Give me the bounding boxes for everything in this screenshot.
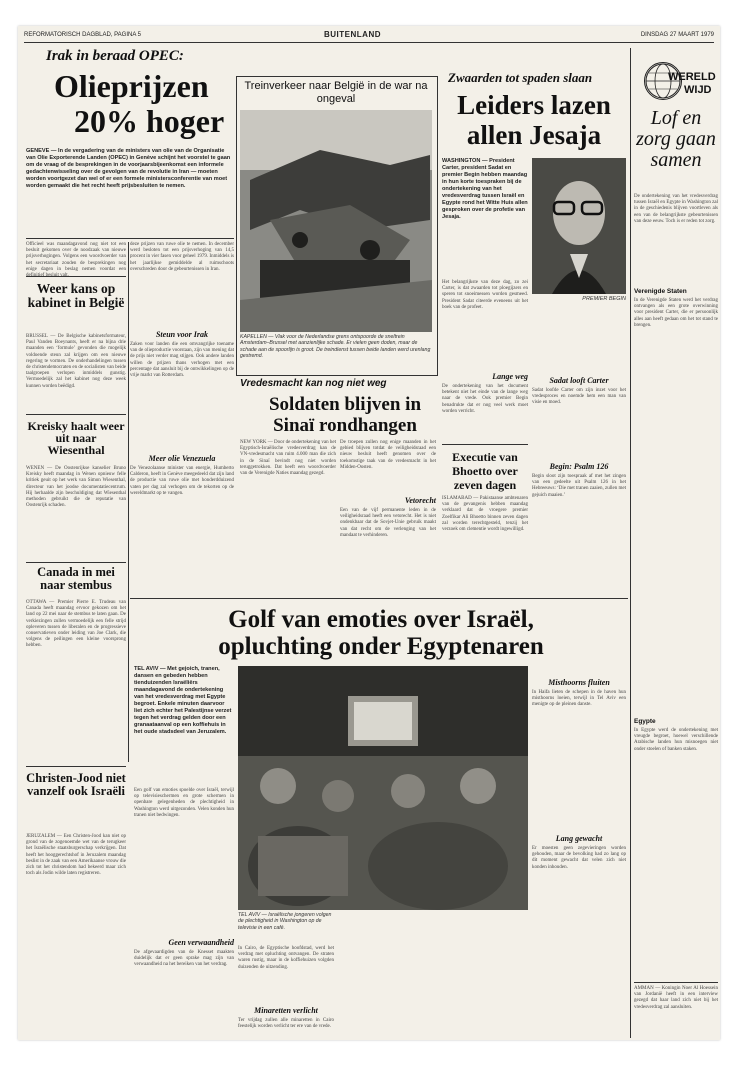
sinai-body-1: NEW YORK — Door de ondertekening van het Egyptisch-Israëlische vredesverdrag kan de VN-vredesmacht van ruim 4.000 man die zich in de Sinaï bevindt nog niet worden teruggetrokken. Dat heeft een woordvoerder van de Verenigde Naties maandag gezegd.	[240, 440, 336, 477]
jesaja-kicker: Zwaarden tot spaden slaan	[448, 70, 593, 85]
sinai-body-3: Een van de vijf permanente leden in de veiligheidsraad heeft een vetorecht. Het is niet ondenkbaar dat de Sovjet-Unie gebruik maakt van dat recht om de verlenging van het mandaat te verhinderen.	[340, 508, 436, 538]
sidebar-lead: De ondertekening van het vredesverdrag tussen Israël en Egypte in Washington zal in de geschiedenis blijven voortleven als een van de belangrijkste gebeurtenissen van deze eeuw. Toch is er reden tot zorg.	[634, 194, 718, 224]
canada-headline: Canada in mei naar stembus	[37, 565, 115, 592]
jesaja-headline: Leiders lazen allen Jesaja	[457, 90, 611, 150]
kreisky-headline: Kreisky haalt weer uit naar Wiesenthal	[27, 419, 125, 457]
begin-portrait-photo	[532, 158, 626, 294]
sidebar-logo-top: WERELD	[668, 71, 716, 83]
golf-body-2: De afgevaardigden van de Knesset maakten duidelijk dat er geen sprake mag zijn van verwaandheid na het bereiken van het verdrag.	[134, 950, 234, 968]
sinai-sub: Vetorecht	[404, 496, 436, 505]
golf-body-6: Er moesten geen zegevieringen worden gehouden, maar de bevolking had zo lang op dit moment gewacht dat velen zich niet konden inhouden.	[532, 846, 626, 870]
train-accident-photo	[240, 110, 432, 332]
sidebar-logo-bottom: WIJD	[684, 84, 712, 96]
jesaja-sub-2: Sadat looft Carter	[549, 376, 609, 385]
sidebar-bottom: AMMAN — Koningin Noer Al Hoessein van Jordanië heeft in een interview gezegd dat haar land zich niet bij het vredesverdrag zal aansluiten.	[634, 986, 718, 1010]
golf-sub-3: Misthoorns fluiten	[548, 678, 610, 687]
jesaja-body-1: Het belangrijkste van deze dag, zo zei Carter, is dat zwaarden tot ploegijzers en speren tot snoeimessen worden gesmeed. President Sadat citeerde eveneens uit het boek van de profeet.	[442, 280, 528, 310]
golf-body-3: In Cairo, de Egyptische hoofdstad, werd het verdrag met opluchting ontvangen. De straten waren rustig, maar in de koffiehuizen volgden duizenden de uitzending.	[238, 946, 334, 970]
opec-body-2: deze prijzen van ruwe olie te nemen. In december werd besloten tot een prijsverhoging van 14,5 procent in vier fasen voor geheel 1979. Inmiddels is het jaarlijkse gemiddelde al ruimschoots overschreden door de gebeurtenissen in Iran.	[130, 242, 234, 272]
sidebar-body-1: In de Verenigde Staten werd het verdrag ontvangen als een grote overwinning voor president Carter, die er persoonlijk alles aan heeft gedaan om het tot stand te brengen.	[634, 298, 718, 328]
golf-headline-line2: opluchting onder Egyptenaren	[218, 633, 544, 660]
begin-photo-caption: PREMIER BEGIN	[582, 296, 626, 302]
golf-headline-line1: Golf van emoties over Israël,	[228, 606, 534, 633]
golf-body-4: Ter vrijdag zullen alle minaretten in Cairo feestelijk worden verlicht ter ere van de vrede.	[238, 1018, 334, 1030]
sinai-body-2: De troepen zullen nog enige maanden in het gebied blijven totdat de veiligheidsraad een nieuw besluit heeft genomen over de toekomstige taak van de vredesmacht in het Midden-Oosten.	[340, 440, 436, 470]
golf-body-3-cont	[338, 914, 430, 1036]
jesaja-sub-1: Lange weg	[492, 372, 528, 381]
golf-sub-1: Geen verwaandheid	[168, 938, 234, 947]
christen-headline: Christen-Jood niet vanzelf ook Israëli	[26, 771, 126, 798]
running-header	[24, 30, 714, 43]
golf-sub-2: Minaretten verlicht	[254, 1006, 318, 1015]
jesaja-body-3: Sadat loofde Carter om zijn inzet voor het vredesproces en noemde hem een man van visie en moed.	[532, 388, 626, 406]
section-title: BUITENLAND	[324, 30, 381, 39]
canada-body: OTTAWA — Premier Pierre E. Trudeau van Canada heeft maandag ervoor gekozen om het land op 22 mei naar de stembus te laten gaan. De verkiezingen zullen vermoedelijk een felle strijd opleveren tussen de liberalen en de progressieve conservatieven onder leiding van Joe Clark, die volgens de peilingen een kleine voorsprong hebben.	[26, 600, 126, 649]
jesaja-lead: WASHINGTON — President Carter, president Sadat en premier Begin hebben maandag in hun korte toespraken bij de ondertekening van het vredesverdrag tussen Israël en Egypte rond het Witte Huis allen gesproken over de profetie van Jesaja.	[442, 158, 528, 220]
bhutto-headline: Executie van Bhoetto over zeven dagen	[452, 450, 518, 492]
belgium-headline: Weer kans op kabinet in België	[27, 281, 125, 310]
train-photo-caption: KAPELLEN — Vlak voor de Nederlandse grens ontspoorde de sneltrein Amsterdam–Brussel met aanzienlijke schade. Er vielen geen doden, maar de schade aan de spoorlijn is groot. De treindienst tussen beide landen werd urenlang gestremd.	[240, 334, 431, 360]
christen-body: JERUZALEM — Een Christen-Jood kan niet op grond van de zogenoemde wet van de terugkeer het Israëlische staatsburgerschap verkrijgen. Dat heeft het hooggerechtshof in Jeruzalem maandag beslist in de zaak van een Amerikaanse vrouw die zich tot het christendom had bekeerd maar zich toch als Jodin wilde laten registreren.	[26, 834, 126, 877]
sidebar-sub-1: Verenigde Staten	[634, 288, 687, 295]
jesaja-body-4: Begin sloot zijn toespraak af met het zingen van een gedeelte uit Psalm 126 in het Hebreeuws: ‘Die met tranen zaaien, zullen met gejuich maaien.’	[532, 474, 626, 498]
golf-body-1: Een golf van emoties spoelde over Israël, terwijl op televisieschermen en grote schermen in openbare gelegenheden de plechtigheid in Washington werd uitgezonden. Velen konden hun tranen niet bedwingen.	[134, 788, 234, 818]
belgium-body: BRUSSEL — De Belgische kabinetsformateur, Paul Vanden Boeynants, heeft er na bijna drie maanden een ‘formule’ gevonden die mogelijk voldoende steun zal krijgen om een nieuwe regering te vormen. De onderhandelingen tussen de christendemocraten en de socialisten van beide taalgroepen verlopen inmiddels gunstig. Vermoedelijk zal het kabinet nog deze week kunnen worden beëdigd.	[26, 334, 126, 389]
opec-kicker: Irak in beraad OPEC:	[46, 48, 184, 64]
opec-sub-2: Meer olie Venezuela	[148, 454, 216, 463]
opec-body-1: Officieel was maandagavond nog niet tot een besluit gekomen over de noodzaak van nieuwe prijsverhogingen. Volgens een woordvoerder van het secretariaat zouden de besprekingen nog enige dagen in beslag nemen voordat een	[26, 242, 126, 272]
opec-headline-line1: Olieprijzen	[54, 68, 209, 104]
golf-body-5: In Haifa lieten de schepen in de haven hun misthoorns loeien, terwijl in Tel Aviv een menigte op de pleinen danste.	[532, 690, 626, 708]
jesaja-body-2-cont	[532, 308, 626, 372]
golf-lead: TEL AVIV — Met gejoich, tranen, dansen en gebeden hebben tienduizenden Israëliërs maandagavond de ondertekening van het vredesverdrag met Egypte begroet. Enkele minuten daarvoor liet zich echter het Palestijnse verzet tegen het verdrag gelden door een granaataanval op een koffiehuis in het oude stadsdeel van Jeruzalem.	[134, 666, 232, 735]
sidebar-headline: Lof en zorg gaan samen	[636, 107, 716, 171]
sidebar-body-2: In Egypte werd de ondertekening met vreugde begroet, hoewel verschillende Arabische landen hun misnoegen niet onder stoelen of banken staken.	[634, 728, 718, 752]
bhutto-body: ISLAMABAD — Pakistaanse ambtenaren van de gevangenis hebben maandag verklaard dat de vroegere premier Zoelfikar Ali Bhoetto binnen zeven dagen zal worden terechtgesteld, tenzij het verzoek om clementie wordt ingewilligd.	[442, 496, 528, 533]
opec-sub-1: Steun voor Irak	[155, 330, 208, 339]
opec-body-4: De Venezolaanse minister van energie, Humberto Calderon, heeft in Genève meegedeeld dat zijn land de productie van ruwe olie met honderdduizend vaten per dag zal verhogen om de tekorten op de wereldmarkt op te vangen.	[130, 466, 234, 496]
jesaja-body-2: De ondertekening van het document betekent niet het einde van de lange weg naar de vrede. Ook premier Begin benadrukte dat er nog veel werk moet worden verricht.	[442, 384, 528, 414]
newspaper-page	[18, 26, 720, 1040]
tel-aviv-cafe-photo	[238, 666, 528, 910]
golf-sub-4: Lang gewacht	[555, 834, 603, 843]
opec-body-3: Zaken voor landen die een omvangrijke toename van de olieproductie voorstaan, zijn van mening dat de prijs niet verder mag stijgen. Ook andere landen willen de prijzen thans verhogen met een percentage dat aansluit bij de ontwikkelingen op de vrije markt van Rotterdam.	[130, 342, 234, 379]
opec-headline-line2: 20% hoger	[74, 103, 225, 139]
train-photo-title: Treinverkeer naar België in de war na ongeval	[244, 80, 428, 105]
opec-lead: GENEVE — In de vergadering van de ministers van olie van de Organisatie van Olie Exporterende Landen (OPEC) in Genève schijnt het voorstel te gaan om de vraag of de besprekingen in de voorjaarsbijeenkomst een informele gedachtenwisseling over de gevolgen van de revolutie in Iran — moeten worden voortgezet dan wel of er een formele ministersconferentie van moet worden gemaakt die het recht heeft prijsbesluiten te nemen.	[26, 148, 231, 189]
header-date: DINSDAG 27 MAART 1979	[640, 32, 714, 38]
jesaja-sub-3: Begin: Psalm 126	[549, 462, 609, 471]
sidebar-sub-2: Egypte	[634, 718, 656, 725]
header-left: REFORMATORISCH DAGBLAD, PAGINA 5	[24, 32, 142, 38]
kreisky-body: WENEN — De Oostenrijkse kanselier Bruno Kreisky heeft maandag in Wenen opnieuw felle kritiek geuit op het werk van Simon Wiesenthal, directeur van het joodse documentatiecentrum. Hij herhaalde zijn beschuldiging dat Wiesenthal methoden gebruikt die de reputatie van Oostenrijk schaden.	[26, 466, 126, 509]
sinai-headline: Soldaten blijven in Sinaï rondhangen	[268, 394, 422, 436]
golf-body-3-cont2	[434, 914, 528, 1036]
sinai-kicker: Vredesmacht kan nog niet weg	[240, 378, 387, 389]
golf-photo-caption: TEL AVIV — Israëlische jongeren volgen de plechtigheid in Washington op de televisie in een café.	[238, 912, 332, 931]
